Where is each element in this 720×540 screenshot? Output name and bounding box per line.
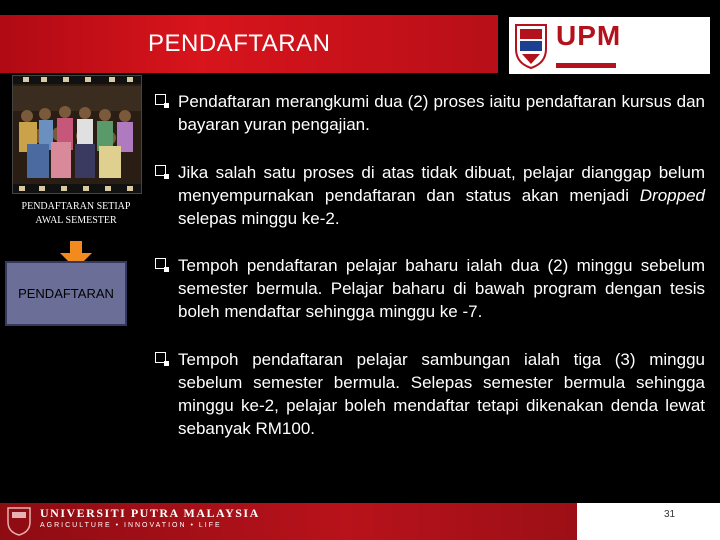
checkbox-bullet-icon bbox=[155, 165, 166, 176]
bullet-item bbox=[155, 348, 705, 440]
bullet-text: Tempoh pendaftaran pelajar baharu ialah dua (2) minggu sebelum semester bermula. Pelajar baharu di bawah program dengan tesis boleh mendaftar sehingga minggu ke -7. bbox=[178, 256, 705, 321]
checkbox-bullet-icon bbox=[155, 258, 166, 269]
upm-logo-stripe bbox=[556, 63, 616, 68]
registration-box bbox=[5, 261, 127, 326]
checkbox-bullet-icon bbox=[155, 352, 166, 363]
upm-logo-panel bbox=[509, 17, 710, 74]
footer-tagline: AGRICULTURE • INNOVATION • LIFE bbox=[40, 522, 222, 529]
registration-box-label: PENDAFTARAN bbox=[18, 286, 114, 301]
upm-logo-text: UPM bbox=[556, 20, 622, 51]
bullet-text-tail: selepas minggu ke-2. bbox=[178, 209, 340, 228]
bullet-item bbox=[155, 90, 705, 136]
bullet-item bbox=[155, 161, 705, 230]
bullet-item bbox=[155, 254, 705, 323]
bullet-list bbox=[155, 90, 705, 440]
bullet-text: Jika salah satu proses di atas tidak dibuat, pelajar dianggap belum menyempurnakan pendaftaran dan status akan menjadi bbox=[178, 163, 705, 205]
footer-crest-icon bbox=[6, 506, 32, 536]
footer-white-panel bbox=[577, 503, 720, 540]
upm-crest-icon bbox=[514, 21, 548, 69]
photo-caption: PENDAFTARAN SETIAP AWAL SEMESTER bbox=[21, 201, 131, 226]
footer-university-name: UNIVERSITI PUTRA MALAYSIA bbox=[40, 506, 260, 520]
upm-wordmark bbox=[554, 20, 622, 70]
page-number: 31 bbox=[664, 509, 676, 520]
bullet-text: Pendaftaran merangkumi dua (2) proses iaitu pendaftaran kursus dan bayaran yuran pengajian. bbox=[178, 92, 705, 134]
checkbox-bullet-icon bbox=[155, 94, 166, 105]
registration-photo bbox=[12, 75, 142, 194]
bullet-text: Tempoh pendaftaran pelajar sambungan ialah tiga (3) minggu sebelum semester bermula. Selepas semester bermula sehingga minggu ke-2, pelajar boleh mendaftar tetapi dikenakan denda lewat sebanyak RM100. bbox=[178, 350, 705, 438]
slide-title: PENDAFTARAN bbox=[148, 30, 331, 57]
group-photo-image bbox=[13, 76, 141, 193]
bullet-emphasis: Dropped bbox=[639, 186, 705, 205]
